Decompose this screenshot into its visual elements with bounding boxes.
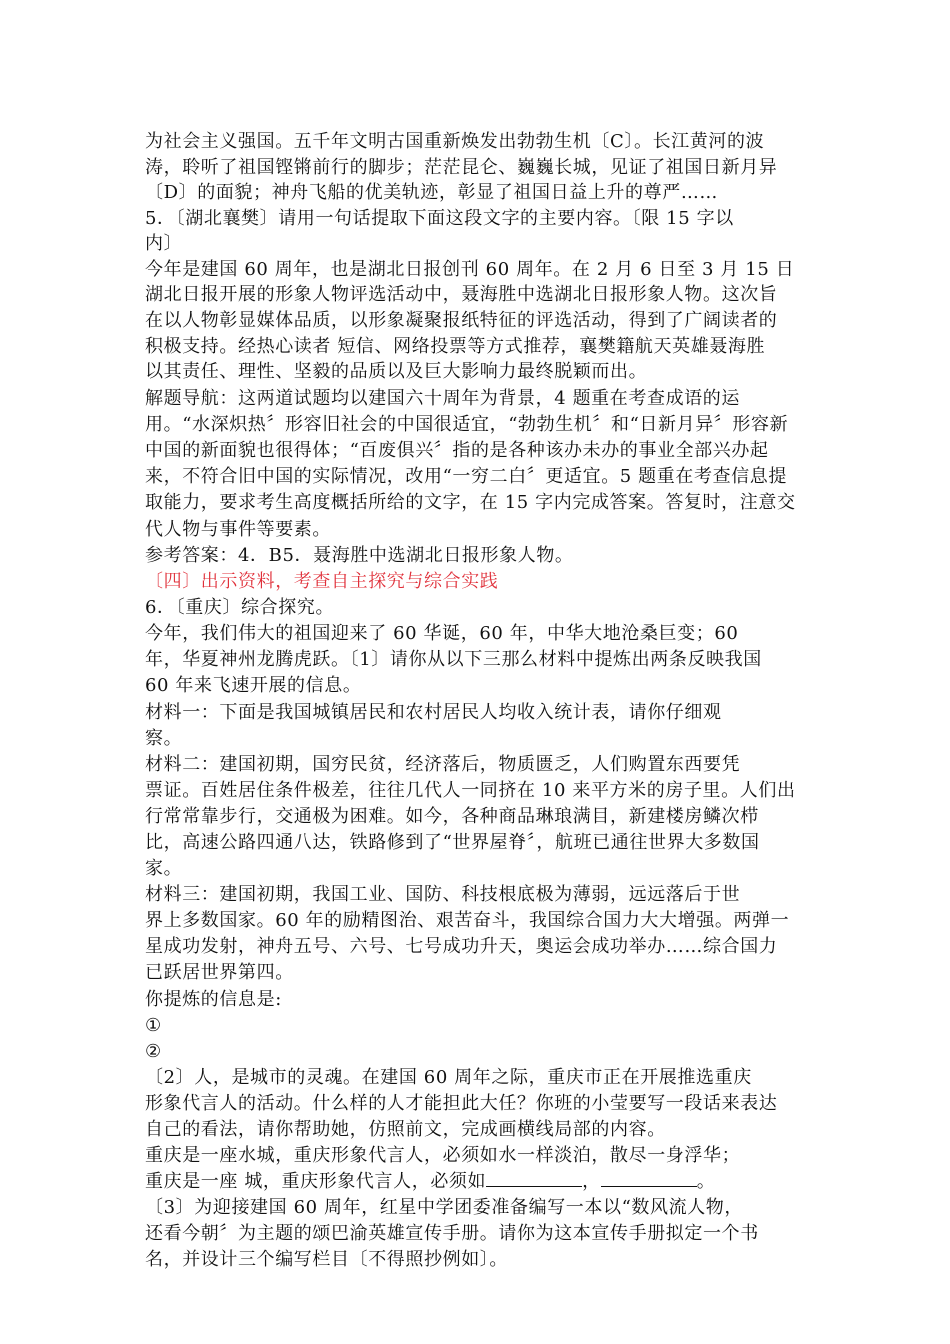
text-line: 今年是建国 60 周年，也是湖北日报创刊 60 周年。在 2 月 6 日至 3 月 15 日 [145,259,795,280]
text-line: 用。“水深炽热〞形容旧社会的中国很适宜，“勃勃生机〞和“日新月异〞形容新 [145,414,789,435]
text-line: 家。 [145,858,183,879]
text-line: 〔2〕人，是城市的灵魂。在建国 60 周年之际，重庆市正在开展推选重庆 [145,1067,752,1088]
blank-separator: ， [582,1171,601,1192]
text-line: 还看今朝〞为主题的颂巴渝英雄宣传手册。请你为这本宣传手册拟定一个书 [145,1223,759,1244]
text-line: 6．〔重庆〕综合探究。 [145,597,335,618]
text-line: 票证。百姓居住条件极差，往往几代人一同挤在 10 来平方米的房子里。人们出 [145,780,796,801]
text-line: 为社会主义强国。五千年文明古国重新焕发出勃勃生机〔C〕。长江黄河的波 [145,131,765,152]
text-line: 材料二：建国初期，国穷民贫，经济落后，物质匮乏，人们购置东西要凭 [145,754,741,775]
text-line: ② [145,1041,162,1062]
text-line: 〔3〕为迎接建国 60 周年，红星中学团委准备编写一本以“数风流人物， [145,1197,743,1218]
blank-end: 。 [696,1171,716,1192]
text-line: 年，华夏神州龙腾虎跃。〔1〕请你从以下三那么材料中提炼出两条反映我国 [145,649,762,670]
text-line: 解题导航：这两道试题均以建国六十周年为背景，4 题重在考查成语的运 [145,388,740,409]
text-line: 参考答案：4．B5．聂海胜中选湖北日报形象人物。 [145,545,574,566]
text-line: 界上多数国家。60 年的励精图治、艰苦奋斗，我国综合国力大大增强。两弹一 [145,910,790,931]
text-line: 名，并设计三个编写栏目〔不得照抄例如〕。 [145,1249,508,1270]
text-line: 行常常靠步行，交通极为困难。如今，各种商品琳琅满目，新建楼房鳞次栉 [145,806,759,827]
text-line: 今年，我们伟大的祖国迎来了 60 华诞，60 年，中华大地沧桑巨变；60 [145,623,739,644]
text-line: 湖北日报开展的形象人物评选活动中，聂海胜中选湖北日报形象人物。这次旨 [145,284,778,305]
text-line: 取能力，要求考生高度概括所给的文字，在 15 字内完成答案。答复时，注意交 [145,492,796,513]
text-line: 已跃居世界第四。 [145,962,294,983]
text-line: 察。 [145,728,183,749]
text-line: 〔D〕的面貌；神舟飞船的优美轨迹，彰显了祖国日益上升的尊严…… [145,182,719,203]
text-line: 比，高速公路四通八达，铁路修到了“世界屋脊〞，航班已通往世界大多数国 [145,832,760,853]
text-line: 在以人物彰显媒体品质，以形象凝聚报纸特征的评选活动，得到了广阔读者的 [145,310,778,331]
text-line: 自己的看法，请你帮助她，仿照前文，完成画横线局部的内容。 [145,1119,666,1140]
text-line: 你提炼的信息是: [145,989,282,1010]
text-line: 材料三：建国初期，我国工业、国防、科技根底极为薄弱，远远落后于世 [145,884,741,905]
text-line: ① [145,1015,162,1036]
text-line: 来，不符合旧中国的实际情况，改用“一穷二白〞更适宜。5 题重在考查信息提 [145,466,787,487]
text-line: 材料一：下面是我国城镇居民和农村居民人均收入统计表，请你仔细观 [145,702,722,723]
text-line: 代人物与事件等要素。 [145,519,331,540]
fill-in-line [145,1170,825,1194]
text-line: 60 年来飞速开展的信息。 [145,675,362,696]
text-line: 内〕 [145,233,183,254]
text-line: 积极支持。经热心读者 短信、网络投票等方式推荐，襄樊籍航天英雄聂海胜 [145,336,766,357]
blank-1[interactable] [486,1170,582,1187]
text-line: 中国的新面貌也很得体；“百废俱兴〞指的是各种该办未办的事业全部兴办起 [145,440,769,461]
text-line: 星成功发射，神舟五号、六号、七号成功升天，奥运会成功举办……综合国力 [145,936,778,957]
fill-in-text: 重庆是一座 城，重庆形象代言人，必须如 [145,1171,487,1192]
blank-2[interactable] [601,1170,697,1187]
text-line: 形象代言人的活动。什么样的人才能担此大任？你班的小莹要写一段话来表达 [145,1093,778,1114]
text-line: 5．〔湖北襄樊〕请用一句话提取下面这段文字的主要内容。〔限 15 字以 [145,208,734,229]
section-heading: 〔四〕出示资料，考查自主探究与综合实践 [145,571,499,592]
text-line: 重庆是一座水城，重庆形象代言人，必须如水一样淡泊，散尽一身浮华； [145,1145,741,1166]
text-line: 以其责任、理性、坚毅的品质以及巨大影响力最终脱颖而出。 [145,361,648,382]
text-line: 涛，聆听了祖国铿锵前行的脚步；茫茫昆仑、巍巍长城，见证了祖国日新月异 [145,157,778,178]
